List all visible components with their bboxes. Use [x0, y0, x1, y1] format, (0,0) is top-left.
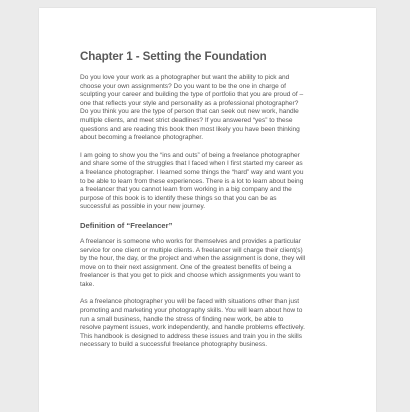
paragraph-line: choose your own assignments? Do you want to be the one in charge of: [80, 82, 286, 90]
paragraph-line: freelancer is that you get to pick and choose which assignments you want to: [80, 272, 301, 280]
paragraph-line: As a freelance photographer you will be faced with situations other than just: [80, 298, 300, 306]
paragraph-ins-and-outs: [80, 152, 375, 212]
paragraph-line: move on to their next assignment. One of the greatest benefits of being a: [80, 263, 292, 271]
paragraph-line: This handbook is designed to address these issues and train you in the skills: [80, 332, 302, 340]
paragraph-line: A freelancer is someone who works for themselves and provides a particular: [80, 237, 301, 245]
paragraph-line: one that reflects your style and personality as a professional photographer?: [80, 99, 299, 107]
paragraph-line: a freelancer that you cannot learn from working in a big company and the: [80, 186, 292, 194]
paragraph-line: by the hour, the day, or the project and when the assignment is done, they will: [80, 255, 306, 263]
paragraph-line: necessary to build a successful freelance photography business.: [80, 341, 268, 349]
paragraph-line: successful as possible in your new journey.: [80, 203, 206, 211]
paragraph-line: a freelance photographer. I learned some things the “hard” way and want you: [80, 168, 304, 176]
paragraph-line: Do you love your work as a photographer but want the ability to pick and: [80, 74, 290, 81]
paragraph-definition: [80, 238, 375, 290]
paragraph-line: service for one client or multiple clients. A freelancer will charge their client(s): [80, 246, 303, 254]
paragraph-line: multiple clients, and meet strict deadlines? If you answered “yes” to these: [80, 116, 293, 124]
paragraph-line: to be able to learn from these experiences. There is a lot to learn about being: [80, 177, 304, 185]
paragraph-line: and share some of the struggles that I faced when I first started my career as: [80, 160, 303, 168]
paragraph-handbook: [80, 298, 375, 350]
paragraph-intro: [80, 74, 375, 143]
paragraph-line: purpose of this book is to identify these things so that you can be as: [80, 194, 277, 202]
paragraph-line: take.: [80, 280, 95, 288]
page-content: [80, 50, 375, 359]
document-page: [39, 8, 376, 412]
paragraph-line: resolve payment issues, work independently, and handle problems effectively.: [80, 324, 305, 332]
section-heading: Definition of “Freelancer”: [80, 220, 173, 230]
paragraph-line: questions and are reading this book then most likely you have been thinking: [80, 125, 300, 133]
paragraph-line: promoting and marketing your photography skills. You will learn about how to: [80, 307, 303, 315]
paragraph-line: Do you think you are the type of person that can seek out new work, handle: [80, 108, 299, 116]
chapter-title: Chapter 1 - Setting the Foundation: [80, 50, 267, 63]
paragraph-line: about becoming a freelance photographer.: [80, 134, 204, 142]
paragraph-line: run a small business, handle the stress of finding new work, be able to: [80, 315, 284, 323]
paragraph-line: I am going to show you the “ins and outs” of being a freelance photographer: [80, 151, 300, 159]
paragraph-line: sculpting your career and building the type of portfolio that you are proud of –: [80, 91, 304, 99]
